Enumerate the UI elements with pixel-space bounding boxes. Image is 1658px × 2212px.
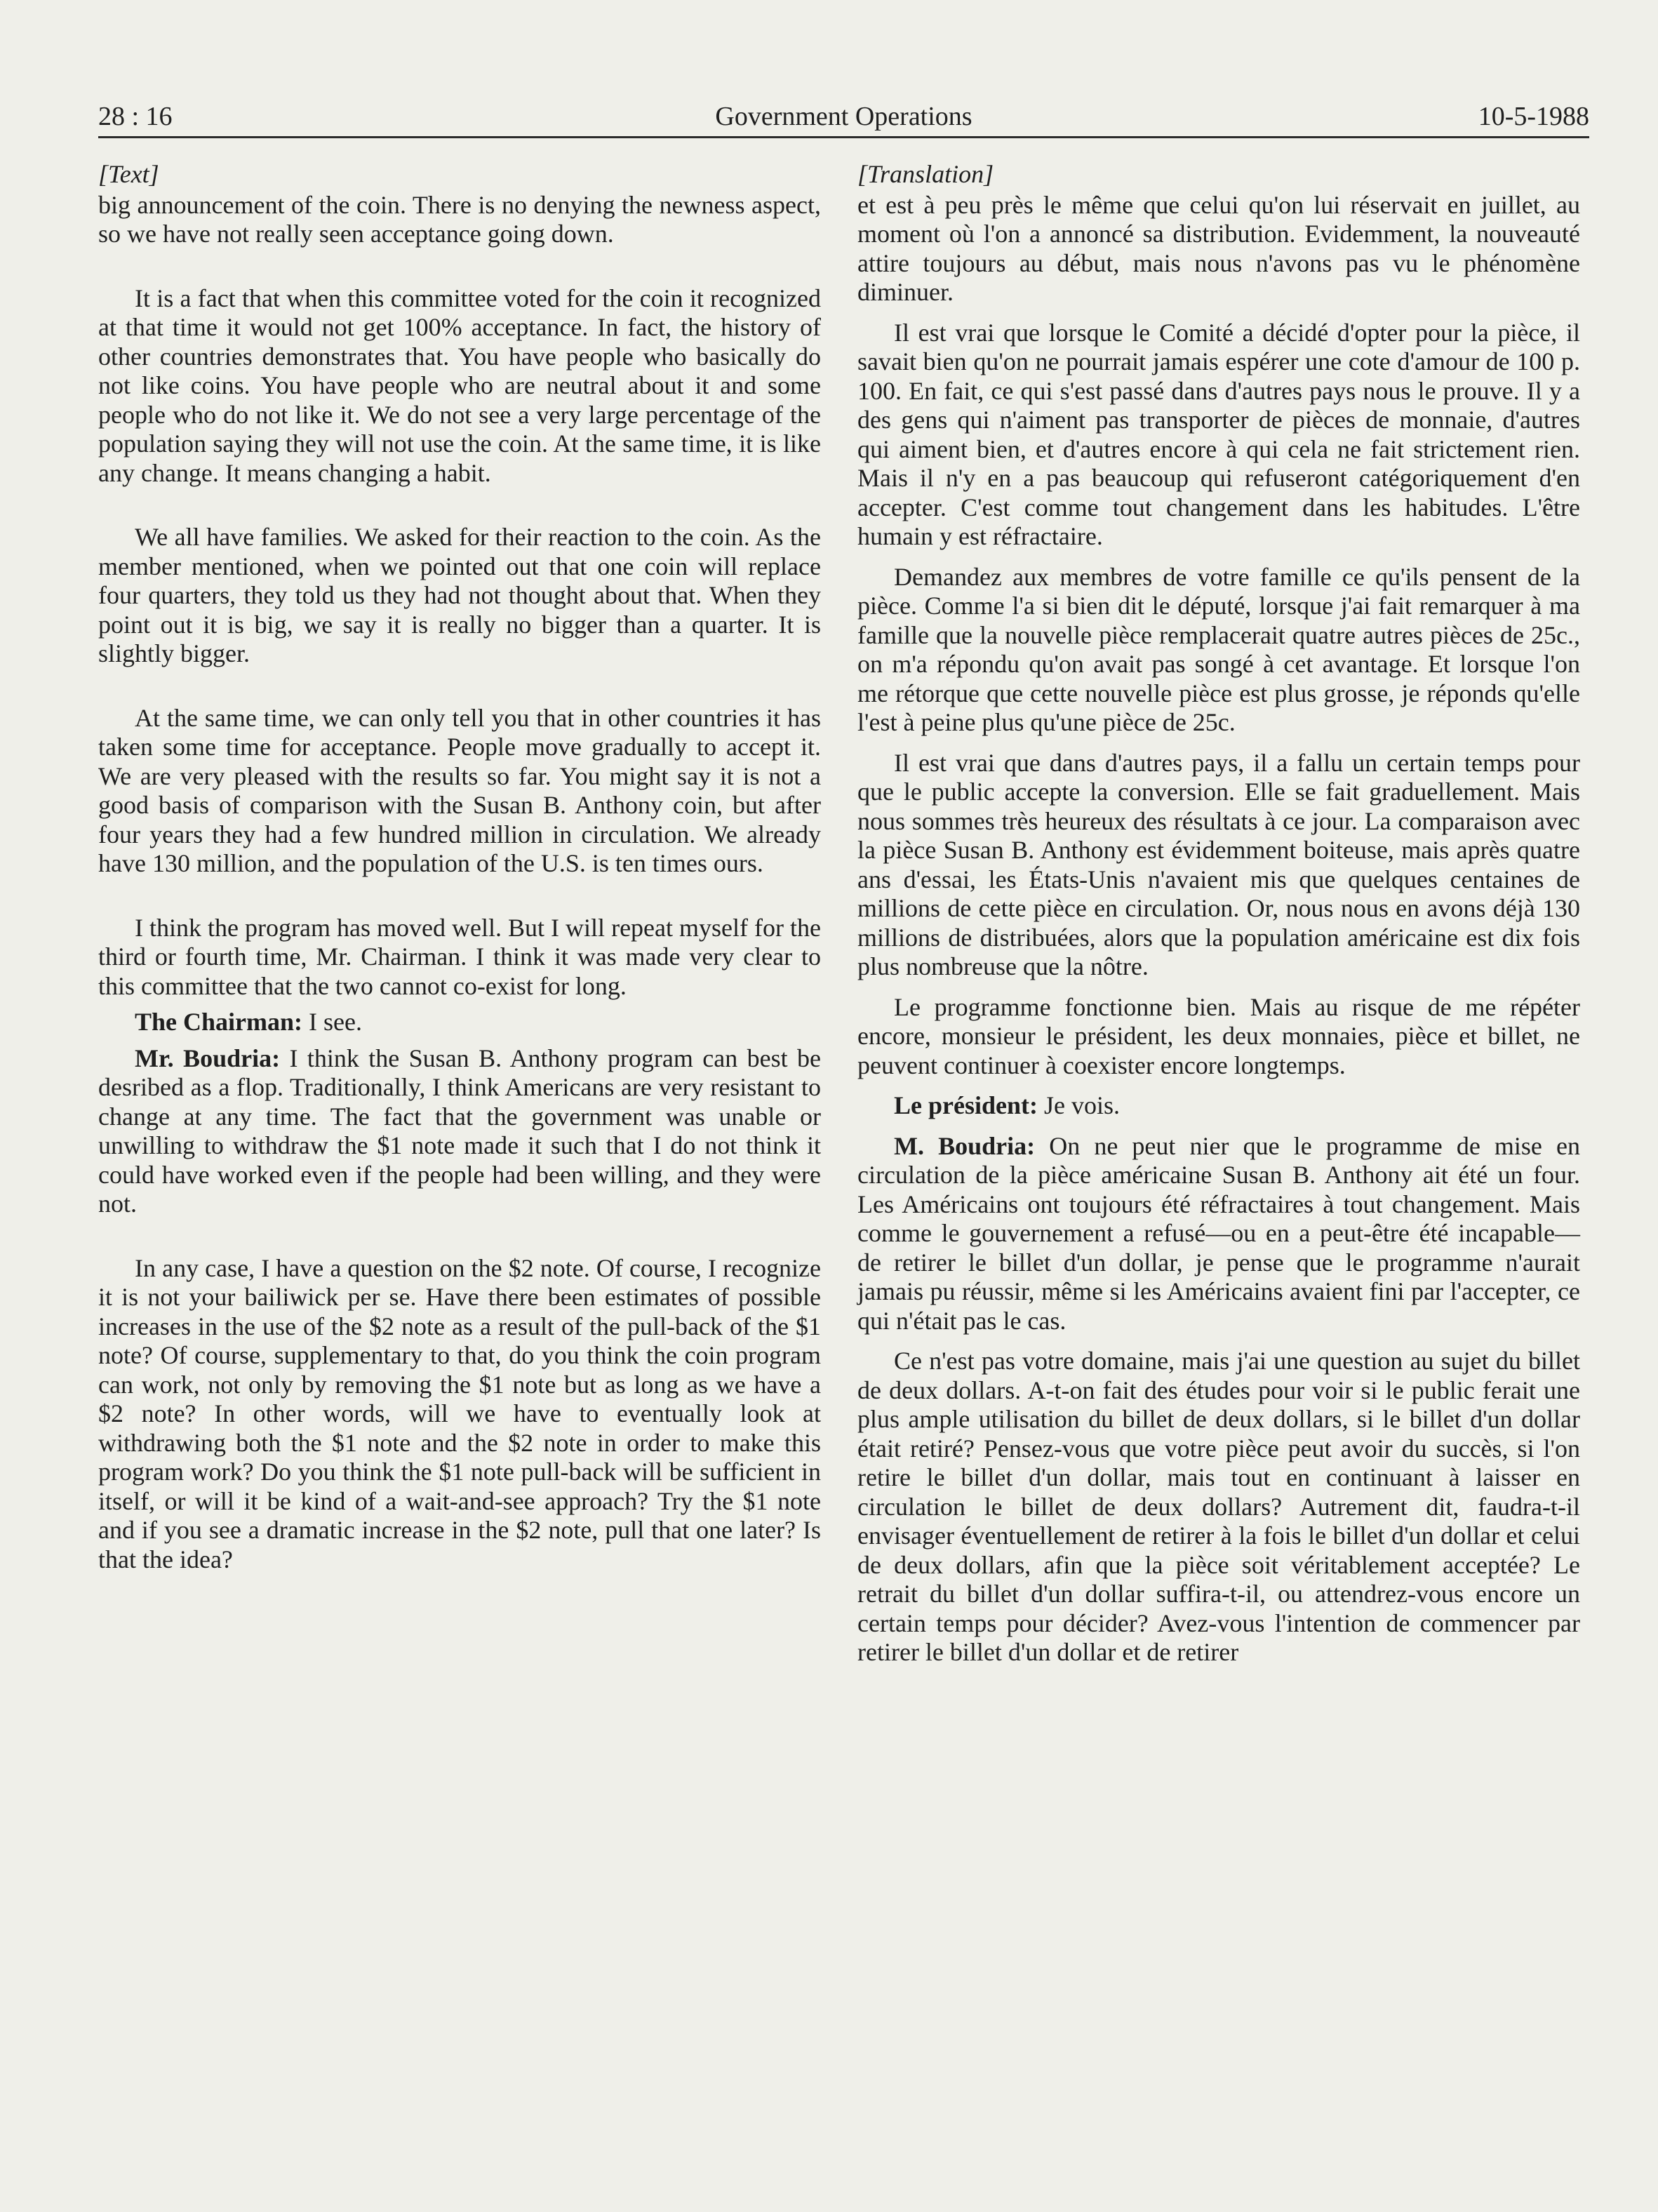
column-label-text: [Text] [98,160,159,188]
paragraph [857,993,1580,1081]
speaker-name: M. Boudria: [894,1131,1036,1160]
paragraph [98,914,821,1001]
paragraph [857,1347,1580,1667]
paragraph [98,191,821,249]
paragraph-text: I see. [302,1008,362,1036]
english-column [98,160,821,1574]
french-column [857,160,1580,1667]
paragraph-text: Il est vrai que dans d'autres pays, il a fallu un certain temps pour que le public accepte la conversion. Elle se fait graduellement. Mais nous sommes très heureux des résultats à ce jour. La comparaison avec la pièce Susan B. Anthony est évidemment boiteuse, mais après quatre ans d'essai, les États-Unis n'avaient mis que quelques centaines de millions de cette pièce en circulation. Or, nous nous en avons déjà 130 millions de distribuées, alors que la population américaine est dix fois plus nombreuse que la nôtre. [857,748,1580,980]
paragraph-text: Le programme fonctionne bien. Mais au risque de me répéter encore, monsieur le président, les deux monnaies, pièce et billet, ne peuvent continuer à coexister encore longtemps. [857,992,1580,1079]
paragraph-text: Il est vrai que lorsque le Comité a décidé d'opter pour la pièce, il savait bien qu'on ne pourrait jamais espérer une cote d'amour de 100 p. 100. En fait, ce qui s'est passé dans d'autres pays nous le prouve. Il y a des gens qui n'aiment pas transporter de pièces de monnaie, d'autres qui aiment bien, et d'autres encore à qui cela ne fait strictement rien. Mais il n'y en a pas beaucoup qui refuseront catégoriquement d'en accepter. C'est comme tout changement dans les habitudes. L'être humain y est réfractaire. [857,318,1580,550]
paragraph-text: Demandez aux membres de votre famille ce qu'ils pensent de la pièce. Comme l'a si bien dit le député, lorsque j'ai fait remarquer à ma famille que la nouvelle pièce remplacerait quatre autres pièces de 25c., on m'a répondu qu'on avait pas songé à cet avantage. Et lorsque l'on me rétorque que cette nouvelle pièce est plus grosse, je réponds qu'elle l'est à peine plus qu'une pièce de 25c. [857,562,1580,736]
paragraph-text: Ce n'est pas votre domaine, mais j'ai une question au sujet du billet de deux dollars. A-t-on fait des études pour voir si le public ferait une plus ample utilisation du billet de deux dollars, si le billet d'un dollar était retiré? Pensez-vous que votre pièce peut avoir du succès, si l'on retire le billet d'un dollar, mais tout en continuant à laisser en circulation le billet de deux dollars? Autrement dit, faudra-t-il envisager éventuellement de retirer à la fois le billet d'un dollar et celui de deux dollars, afin que la pièce soit véritablement acceptée? Le retrait du billet d'un dollar suffira-t-il, ou attendrez-vous encore un certain temps pour décider? Avez-vous l'intention de commencer par retirer le billet d'un dollar et de retirer [857,1347,1580,1666]
page-number: 28 : 16 [98,102,173,131]
paragraph [857,563,1580,738]
paragraph [98,1254,821,1575]
paragraph [98,1044,821,1219]
paragraph-text: Je vois. [1037,1091,1120,1119]
speaker-name: The Chairman: [135,1008,303,1036]
paragraph-text: On ne peut nier que le programme de mise en circulation de la pièce américaine Susan B. Anthony ait été un four. Les Américains ont toujours été réfractaires à tout changement. Mais comme le gouvernement a refusé—ou en a peut-être été incapable— de retirer le billet d'un dollar, je pense que le programme n'aurait jamais pu réussir, même si les Américains avaient fini par l'accepter, ce qui n'était pas le cas. [857,1131,1580,1335]
paragraph-text: At the same time, we can only tell you that in other countries it has taken some time for acceptance. People move gradually to accept it. We are very pleased with the results so far. You might say it is not a good basis of comparison with the Susan B. Anthony coin, but after four years they had a few hundred million in circulation. We already have 130 million, and the population of the U.S. is ten times ours. [98,703,821,877]
paragraph-text: big announcement of the coin. There is no denying the newness aspect, so we have not really seen acceptance going down. [98,190,821,248]
paragraph [857,319,1580,552]
paragraph-text: I think the Susan B. Anthony program can best be desribed as a flop. Traditionally, I think Americans are very resistant to change at any time. The fact that the government was unable or unwilling to withdraw the $1 note made it such that I do not think it could have worked even if the people had been willing, and they were not. [98,1044,821,1218]
paragraph-text: et est à peu près le même que celui qu'on lui réservait en juillet, au moment où l'on a annoncé sa distribution. Evidemment, la nouveauté attire toujours au début, mais nous n'avons pas vu le phénomène diminuer. [857,190,1580,306]
paragraph-text: We all have families. We asked for their reaction to the coin. As the member mentioned, when we pointed out that one coin will replace four quarters, they told us they had not thought about that. When they point out it is big, we say it is really no bigger than a quarter. It is slightly bigger. [98,523,821,667]
speaker-name: Le président: [894,1091,1038,1119]
column-label-translation: [Translation] [857,160,994,188]
paragraph [98,523,821,669]
paragraph [98,704,821,879]
sitting-date: 10-5-1988 [1478,102,1589,131]
paragraph [98,284,821,488]
paragraph [857,1132,1580,1336]
paragraph-text: It is a fact that when this committee voted for the coin it recognized at that time it would not get 100% acceptance. In fact, the history of other countries demonstrates that. You have people who basically do not like coins. You have people who are neutral about it and some people who do not like it. We do not see a very large percentage of the population saying they will not use the coin. At the same time, it is like any change. It means changing a habit. [98,284,821,487]
paragraph [98,1008,821,1037]
paragraph-text: In any case, I have a question on the $2 note. Of course, I recognize it is not your bailiwick per se. Have there been estimates of possible increases in the use of the $2 note as a result of the pull-back of the $1 note? Of course, supplementary to that, do you think the coin program can work, not only by removing the $1 note but as long as we have a $2 note? In other words, will we have to eventually look at withdrawing both the $1 note and the $2 note in order to make this program work? Do you think the $1 note pull-back will be sufficient in itself, or will it be kind of a wait-and-see approach? Try the $1 note and if you see a dramatic increase in the $2 note, pull that one later? Is that the idea? [98,1253,821,1573]
paragraph-text: I think the program has moved well. But I will repeat myself for the third or fourth time, Mr. Chairman. I think it was made very clear to this committee that the two cannot co-exist for long. [98,913,821,1000]
running-title: Government Operations [715,102,972,131]
paragraph [857,749,1580,982]
paragraph [857,1091,1580,1121]
paragraph [857,191,1580,307]
page-header [98,90,1589,138]
speaker-name: Mr. Boudria: [135,1044,281,1072]
